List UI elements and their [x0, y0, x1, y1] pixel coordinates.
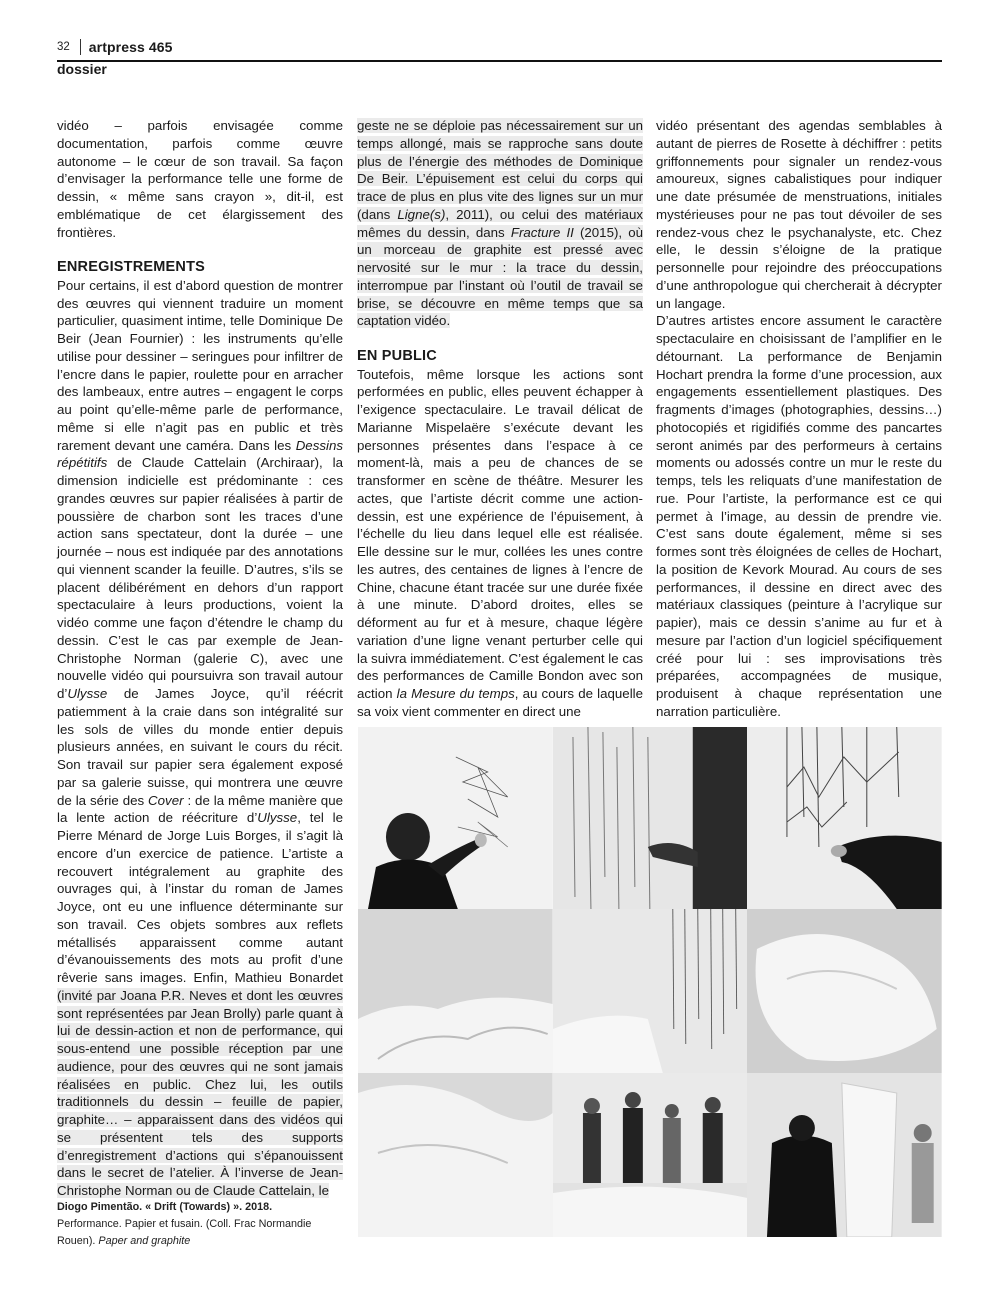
paragraph-en-public: Toutefois, même lorsque les actions sont performées en public, elles peuvent échapper à l’exigence spectaculaire. Le travail délicat de Marianne Mispelaëre s’exécute devant les personnes présentes dans l’espace à ce moment-là, mais a peu de chances de se transformer en scène de théâtre. Mesurer les actes, que l’artiste décrit comme une action-dessin, est une expérience de l’épuisement, à l’échelle du lieu dans lequel elle est réalisée. Elle dessine sur le mur, collées les unes contre les autres, des centaines de lignes à l’encre de Chine, chacune étant tracée sur une durée fixée à une minute. D’abord droites, elles se déforment au fur et à mesure, chaque légère variation d’une ligne venant perturber celle qui la suivra immédiatement. C’est également le cas des performances de Camille Bondon avec son action la Mesure du temps, au cours de laquelle sa voix vient commenter en direct une	[357, 366, 644, 719]
article-column-2	[357, 117, 643, 721]
caption-title: Diogo Pimentão. « Drift (Towards) ». 2018.	[57, 1201, 273, 1213]
photo-graphite-lines-closeup	[553, 727, 748, 909]
paragraph-agendas: vidéo présentant des agendas semblables à autant de pierres de Rosette à déchiffrer : petits griffonnements pour signaler un rendez-vous amoureux, signes cabalistiques pour indiquer une date présumée de menstruations, initiales mystérieuses pour ne pas tout dévoiler de ses rendez-vous chez le psychanalyste, etc. Chez elle, le dessin s’éloigne de la pratique personnelle pour rejoindre des préoccupations d’une anthropologue qui chercherait à décrypter un langage.	[656, 118, 942, 311]
continued-paragraph: geste ne se déploie pas nécessairement sur un temps allongé, mais se rapproche sans doute plus de l’énergie des méthodes de Dominique De Beir. L’épuisement est celui du corps qui trace de plus en plus vite des lignes sur un mur (dans Ligne(s), 2011), ou celui des matériaux mêmes du dessin, dans Fracture II (2015), où un morceau de graphite est pressé avec nervosité sur le mur : la trace du dessin, interrompue par l’instant où l’outil de travail se brise, se découvre en même temps que sa captation vidéo.	[357, 118, 644, 329]
article-column-3	[656, 117, 942, 721]
photo-caption	[57, 1199, 327, 1250]
photo-grid	[358, 727, 942, 1237]
page-number: 32	[57, 41, 70, 53]
highlighted-text: (invité par Joana P.R. Neves et dont les œuvres sont représentées par Jean Brolly) parle quant à lui de dessin-action et non de performance, qui sous-entend une possible réception par une audience, pour des œuvres qui ne sont jamais réalisées en public. Chez lui, les outils traditionnels du dessin – feuille de papier, graphite… – apparaissent dans des vidéos qui se présentent tels des supports d’enregistrement d’actions qui s’épanouissent dans le secret de l’atelier. À l’inverse de Jean-Christophe Norman ou de Claude Cattelain, le	[57, 987, 343, 1198]
article-column-1	[57, 117, 343, 1200]
header-rule	[57, 60, 942, 62]
section-label: dossier	[57, 61, 107, 77]
photo-crumpled-paper-2	[358, 1073, 553, 1237]
heading-enregistrements: ENREGISTREMENTS	[57, 259, 206, 275]
paragraph-spectaculaire: D’autres artistes encore assument le caractère spectaculaire en choisissant de l’amplifier en le détournant. La performance de Benjamin Hochart prendra la forme d’une procession, aux engagements essentiellement plastiques. Des fragments d’images (photographies, dessins…) photocopiés et rigidifiés comme des pancartes seront animés par des performeurs à certains moments ou adossés contre un mur le reste du temps, tels les reliquats d’une manifestation de rue. Pour l’artiste, la performance est ce qui permet à l’image, au dessin de prendre vie. C’est sans doute également, même si ses formes sont très éloignées de celles de Hochart, la position de Kevork Mourad. Au cours de ses performances, il dessine en direct avec des matériaux classiques (peinture à l’acrylique sur papier), mais ce dessin s’anime au fur et à mesure par l’action d’un logiciel spécifiquement créé pour lui : ses improvisations très préparées, accompagnées de musique, produisent à chaque représentation une narration particulière.	[656, 313, 942, 719]
header-separator	[80, 39, 81, 55]
photo-artist-drawing-wall	[358, 727, 553, 909]
magazine-title: artpress 465	[88, 39, 173, 55]
photo-crumpled-paper-1	[747, 909, 942, 1073]
heading-en-public: EN PUBLIC	[357, 347, 437, 364]
photo-paper-folds-floor	[358, 909, 553, 1073]
photo-suspended-lines	[553, 909, 748, 1073]
intro-paragraph: vidéo – parfois envisagée comme documentation, parfois comme œuvre autonome – le cœur de son travail. Sa façon d’envisager la performance telle une forme de dessin, « même sans crayon », dit-il, est emblématique de cet élargissement des frontières.	[57, 118, 343, 240]
photo-hand-drawing-lines	[747, 727, 942, 909]
page-header	[57, 38, 942, 77]
paragraph-enregistrements: Pour certains, il est d’abord question de montrer des œuvres qui viennent traduire un moment particulier, quasiment intime, telle Dominique De Beir (Jean Fournier) : les instruments qu’elle utilise pour dessiner – seringues pour infiltrer de l’encre dans le papier, roulette pour en arracher des lambeaux, entre autres – engagent le corps au point qu’elle-même parle de performance, même si elle n’agit pas en public et très rarement devant une caméra. Dans les Dessins répétitifs de Claude Cattelain (Archiraar), la dimension indicielle est prédominante : ces grandes œuvres sur papier réalisées à partir de poussière de charbon sont les traces d’une action sans spectateur, dont la durée – une journée – nous est indiquée par des annotations qui viennent scander la feuille. D’autres, s’ils se placent délibérément en dehors d’un rapport spectaculaire à leurs productions, voient la vidéo comme une façon d’étendre le champ du dessin. C’est le cas par exemple de Jean-Christophe Norman (galerie C), avec une nouvelle vidéo qui poursuivra son travail autour d’Ulysse de James Joyce, qu’il réécrit patiemment à la craie dans son intégralité sur les sols de villes du monde entier depuis plusieurs années, en suivant le cours du récit. Son travail sur papier sera également exposé par sa galerie suisse, qui montrera une œuvre de la série des Cover : de la même manière que la lente action de réécriture d’Ulysse, tel le Pierre Ménard de Jorge Luis Borges, il s’agit là encore d’un exercice de patience. L’artiste a recouvert intégralement au graphite des ouvrages qui, à l’instar du roman de James Joyce, ont eu une influence déterminante sur son travail. Ces objets sombres aux reflets métallisés apparaissent comme autant d’évanouissements des mots au profit d’une rêverie sans images. Enfin, Mathieu Bonardet (invité par Joana P.R. Neves et dont les œuvres sont représentées par Jean Brolly) parle quant à lui de dessin-action et non de performance, qui sous-entend une possible réception par une audience, pour des œuvres qui ne sont jamais réalisées en public. Chez lui, les outils traditionnels du dessin – feuille de papier, graphite… – apparaissent dans des vidéos qui se présentent tels des supports d’enregistrement d’actions qui s’épanouissent dans le secret de l’atelier. À l’inverse de Jean-Christophe Norman ou de Claude Cattelain, le	[57, 277, 343, 1198]
caption-details: Performance. Papier et fusain. (Coll. Frac Normandie Rouen). Paper and graphite	[57, 1218, 312, 1247]
photo-audience-standing	[553, 1073, 748, 1237]
photo-artist-with-paper-audience	[747, 1073, 942, 1237]
